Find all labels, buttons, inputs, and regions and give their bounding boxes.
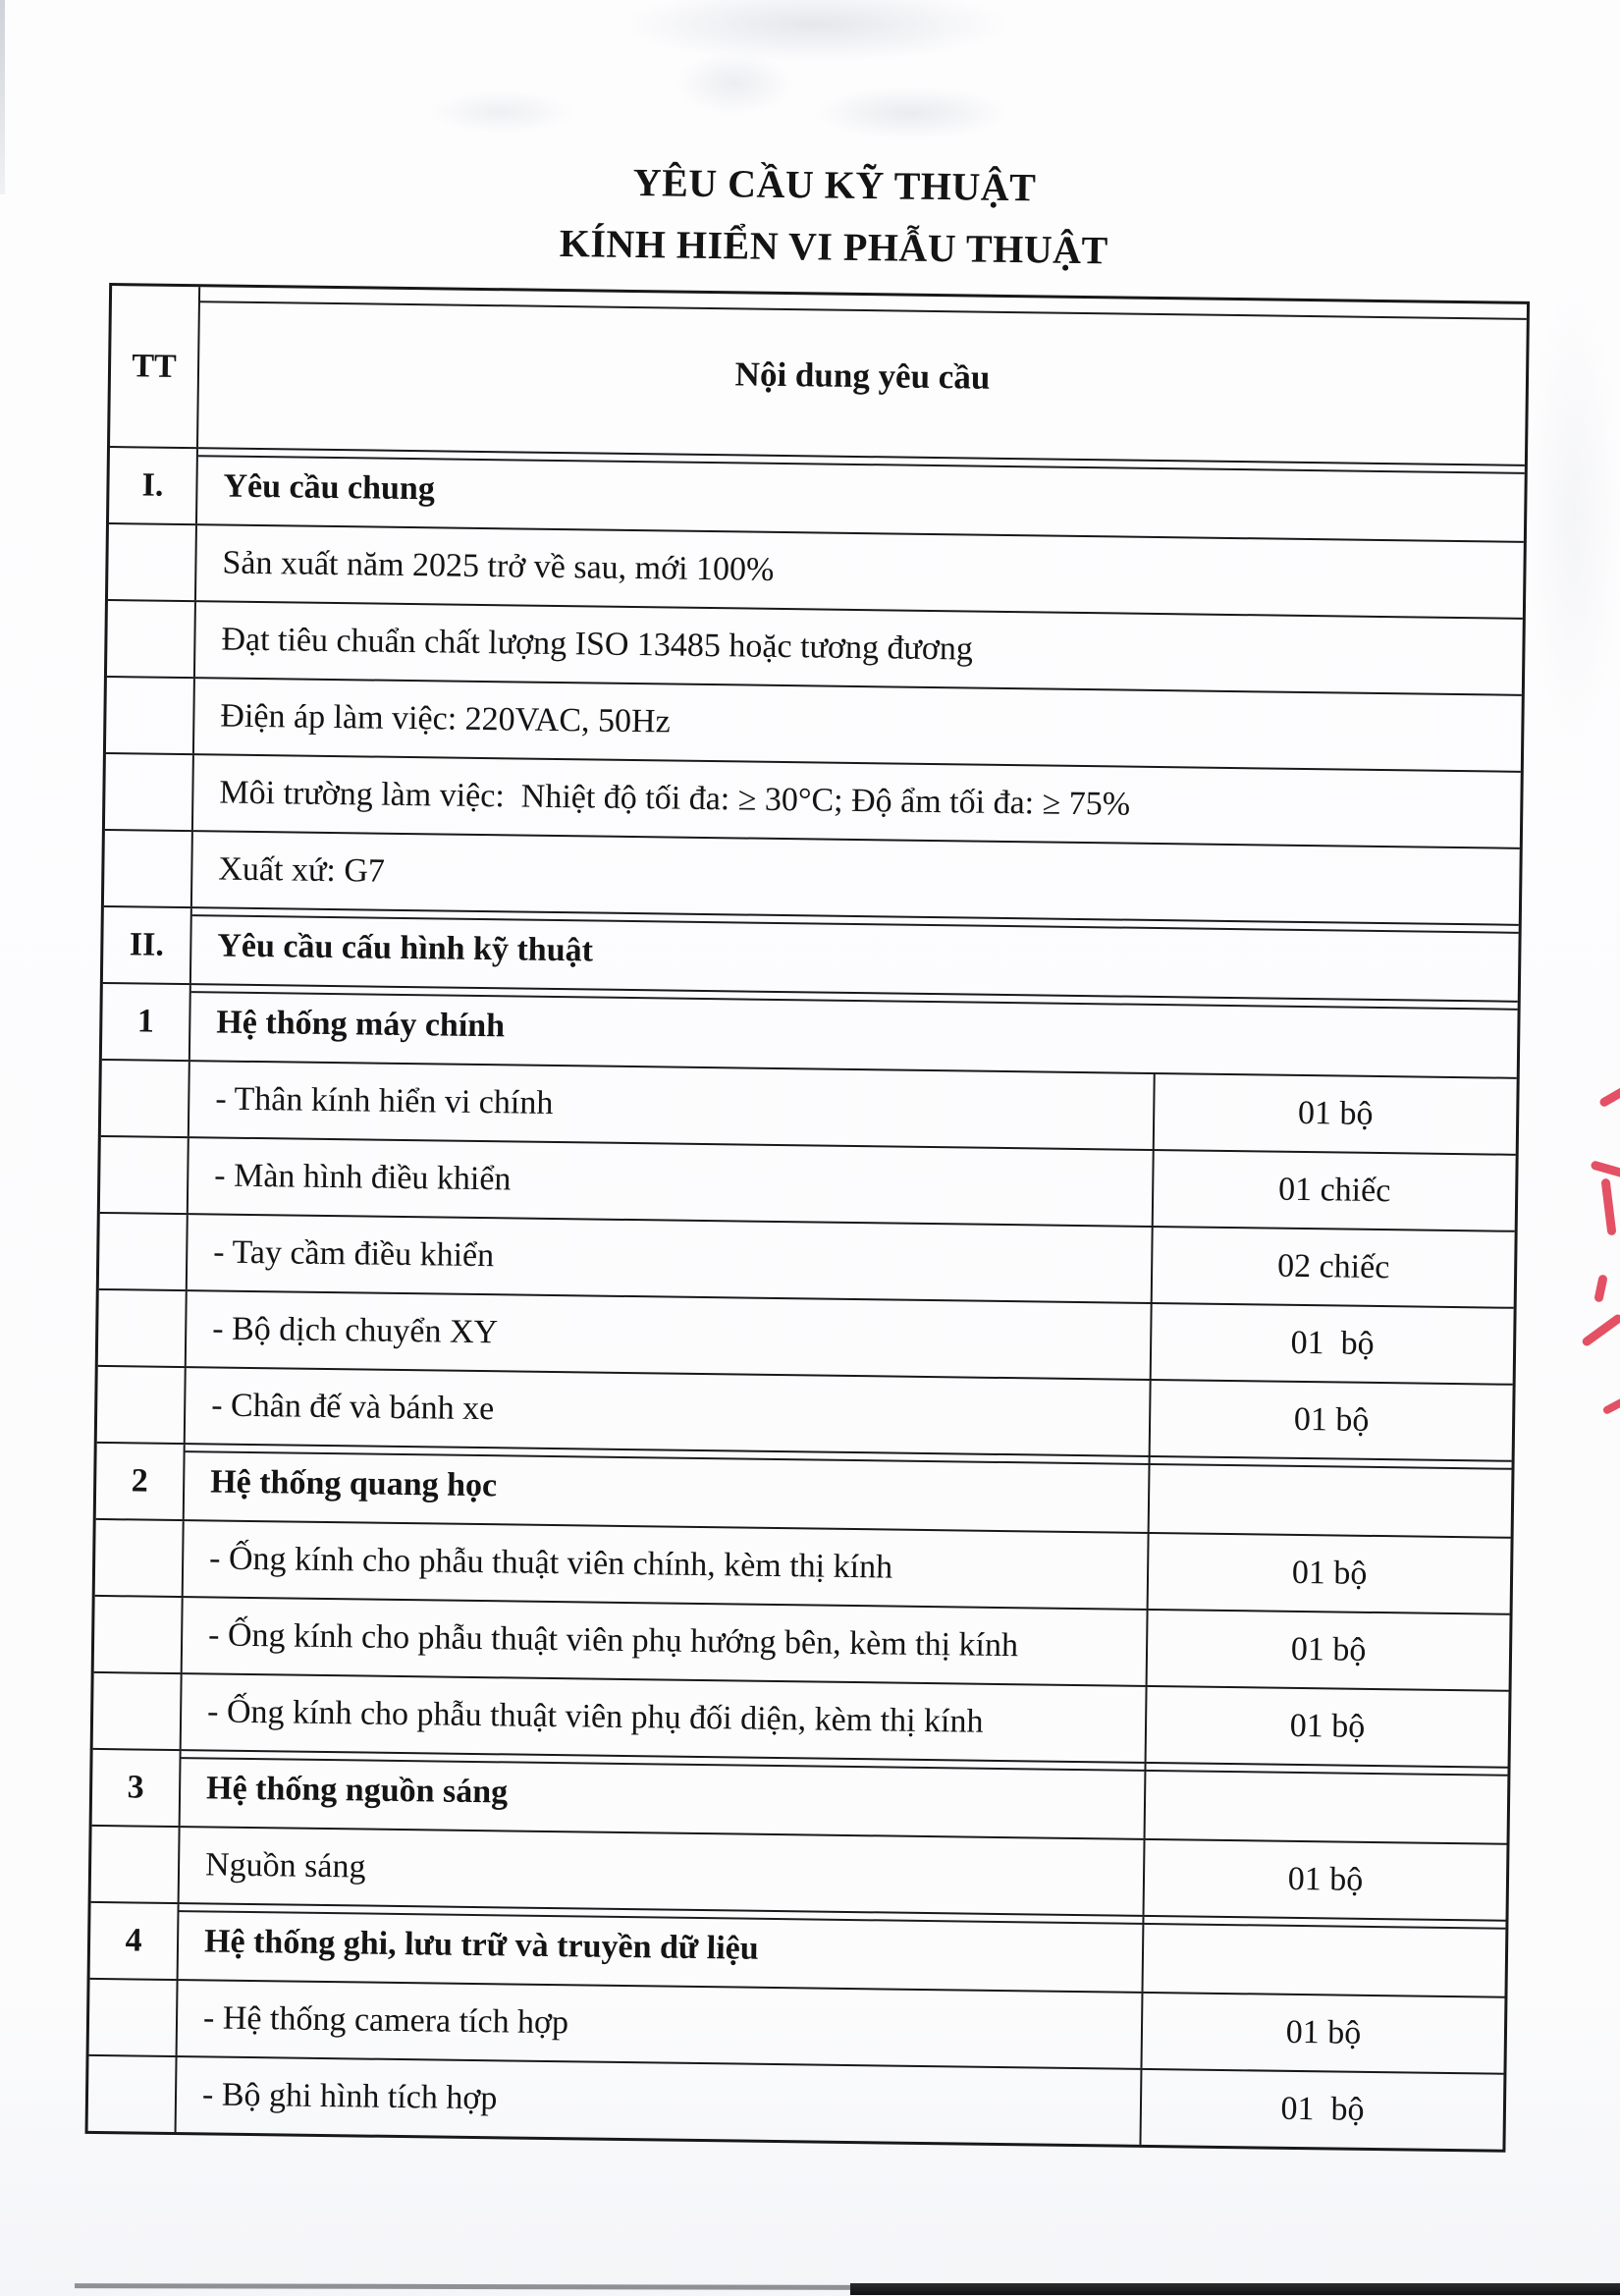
row-qty: 01 bộ bbox=[1143, 1840, 1507, 1920]
row-qty bbox=[1142, 1917, 1506, 1996]
row-content: - Ống kính cho phẫu thuật viên chính, kèm thị kính bbox=[208, 1540, 893, 1586]
row-tt bbox=[88, 2056, 178, 2132]
row-qty bbox=[1144, 1764, 1508, 1843]
row-content: - Ống kính cho phẫu thuật viên phụ đối diện, kèm thị kính bbox=[206, 1693, 984, 1740]
scan-noise bbox=[813, 86, 1009, 139]
row-tt bbox=[98, 1290, 188, 1366]
row-tt bbox=[91, 1827, 181, 1902]
row-content: - Màn hình điều khiển bbox=[214, 1157, 512, 1198]
row-content: Hệ thống máy chính bbox=[216, 1004, 506, 1045]
row-content: Đạt tiêu chuẩn chất lượng ISO 13485 hoặc tương đương bbox=[221, 621, 974, 668]
row-content: Hệ thống nguồn sáng bbox=[205, 1770, 509, 1811]
row-tt: 2 bbox=[96, 1444, 186, 1519]
row-content: Hệ thống quang học bbox=[209, 1463, 498, 1504]
scan-noise bbox=[1528, 285, 1620, 746]
scan-bottom-edge bbox=[75, 2283, 860, 2290]
scan-bottom-edge bbox=[850, 2283, 1620, 2295]
row-qty bbox=[1148, 1457, 1512, 1537]
document-title-line1: YÊU CẦU KỸ THUẬT bbox=[632, 159, 1037, 210]
row-tt: 3 bbox=[92, 1750, 182, 1826]
row-qty: 02 chiếc bbox=[1151, 1228, 1515, 1307]
scan-edge-artifact bbox=[0, 0, 5, 194]
row-content: Yêu cầu cấu hình kỹ thuật bbox=[217, 927, 594, 969]
row-content: Sản xuất năm 2025 trở về sau, mới 100% bbox=[222, 544, 775, 588]
row-qty: 01 bộ bbox=[1139, 2070, 1503, 2150]
header-cell-content: Nội dung yêu cầu bbox=[734, 354, 991, 397]
requirements-table-body bbox=[88, 448, 1525, 2150]
header-cell-tt: TT bbox=[110, 286, 200, 447]
table-header-row bbox=[110, 286, 1527, 466]
scan-noise bbox=[675, 51, 793, 116]
row-content: Xuất xứ: G7 bbox=[218, 850, 386, 890]
red-stamp-fragment bbox=[1598, 1085, 1620, 1109]
row-content: - Bộ dịch chuyển XY bbox=[212, 1310, 499, 1351]
red-stamp-fragment bbox=[1600, 1178, 1616, 1236]
row-qty: 01 bộ bbox=[1153, 1074, 1517, 1154]
row-tt: II. bbox=[103, 907, 192, 983]
row-tt bbox=[89, 1980, 179, 2055]
red-stamp-fragment bbox=[1581, 1313, 1620, 1347]
row-qty: 01 bộ bbox=[1149, 1381, 1513, 1460]
row-tt bbox=[108, 524, 197, 600]
row-content: - Tay cầm điều khiển bbox=[213, 1233, 495, 1275]
row-tt bbox=[93, 1673, 183, 1749]
red-stamp-fragment bbox=[1593, 1274, 1608, 1302]
document-title-block bbox=[136, 147, 1531, 279]
row-qty: 01 bộ bbox=[1150, 1304, 1514, 1384]
row-qty: 01 bộ bbox=[1146, 1611, 1510, 1690]
row-tt: 1 bbox=[102, 984, 191, 1060]
row-content: - Chân đế và bánh xe bbox=[210, 1387, 495, 1428]
row-tt bbox=[99, 1214, 189, 1289]
row-content: Nguồn sáng bbox=[204, 1846, 366, 1886]
row-qty: 01 bộ bbox=[1140, 1994, 1504, 2073]
row-qty: 01 chiếc bbox=[1152, 1151, 1516, 1230]
row-tt bbox=[97, 1367, 187, 1443]
row-content: Điện áp làm việc: 220VAC, 50Hz bbox=[220, 697, 671, 740]
row-tt bbox=[101, 1061, 190, 1136]
row-content: - Ống kính cho phẫu thuật viên phụ hướng bên, kèm thị kính bbox=[207, 1616, 1019, 1665]
row-tt bbox=[94, 1597, 184, 1672]
row-content: - Thân kính hiển vi chính bbox=[215, 1080, 554, 1121]
row-tt bbox=[104, 831, 193, 906]
row-tt bbox=[106, 678, 195, 753]
row-qty: 01 bộ bbox=[1145, 1687, 1509, 1767]
row-content: Hệ thống ghi, lưu trữ và truyền dữ liệu bbox=[203, 1923, 759, 1967]
row-tt: 4 bbox=[90, 1903, 180, 1979]
row-tt bbox=[107, 601, 196, 677]
row-content: - Bộ ghi hình tích hợp bbox=[201, 2076, 498, 2117]
red-stamp-fragment bbox=[1602, 1397, 1620, 1415]
row-tt bbox=[95, 1520, 185, 1596]
row-qty: 01 bộ bbox=[1147, 1534, 1511, 1613]
row-tt bbox=[100, 1137, 189, 1213]
red-stamp-fragment bbox=[1590, 1160, 1620, 1178]
row-tt: I. bbox=[109, 448, 198, 523]
scan-noise bbox=[428, 90, 575, 134]
row-content: - Hệ thống camera tích hợp bbox=[202, 1999, 569, 2042]
row-content: Yêu cầu chung bbox=[223, 467, 436, 508]
row-content: Môi trường làm việc: Nhiệt độ tối đa: ≥ 30°C; Độ ẩm tối đa: ≥ 75% bbox=[219, 774, 1131, 823]
document-content bbox=[85, 147, 1532, 2153]
row-tt bbox=[105, 754, 194, 830]
requirements-table bbox=[85, 283, 1531, 2153]
document-title-line2: KÍNH HIỂN VI PHẪU THUẬT bbox=[559, 220, 1109, 273]
scan-noise bbox=[619, 0, 1011, 63]
